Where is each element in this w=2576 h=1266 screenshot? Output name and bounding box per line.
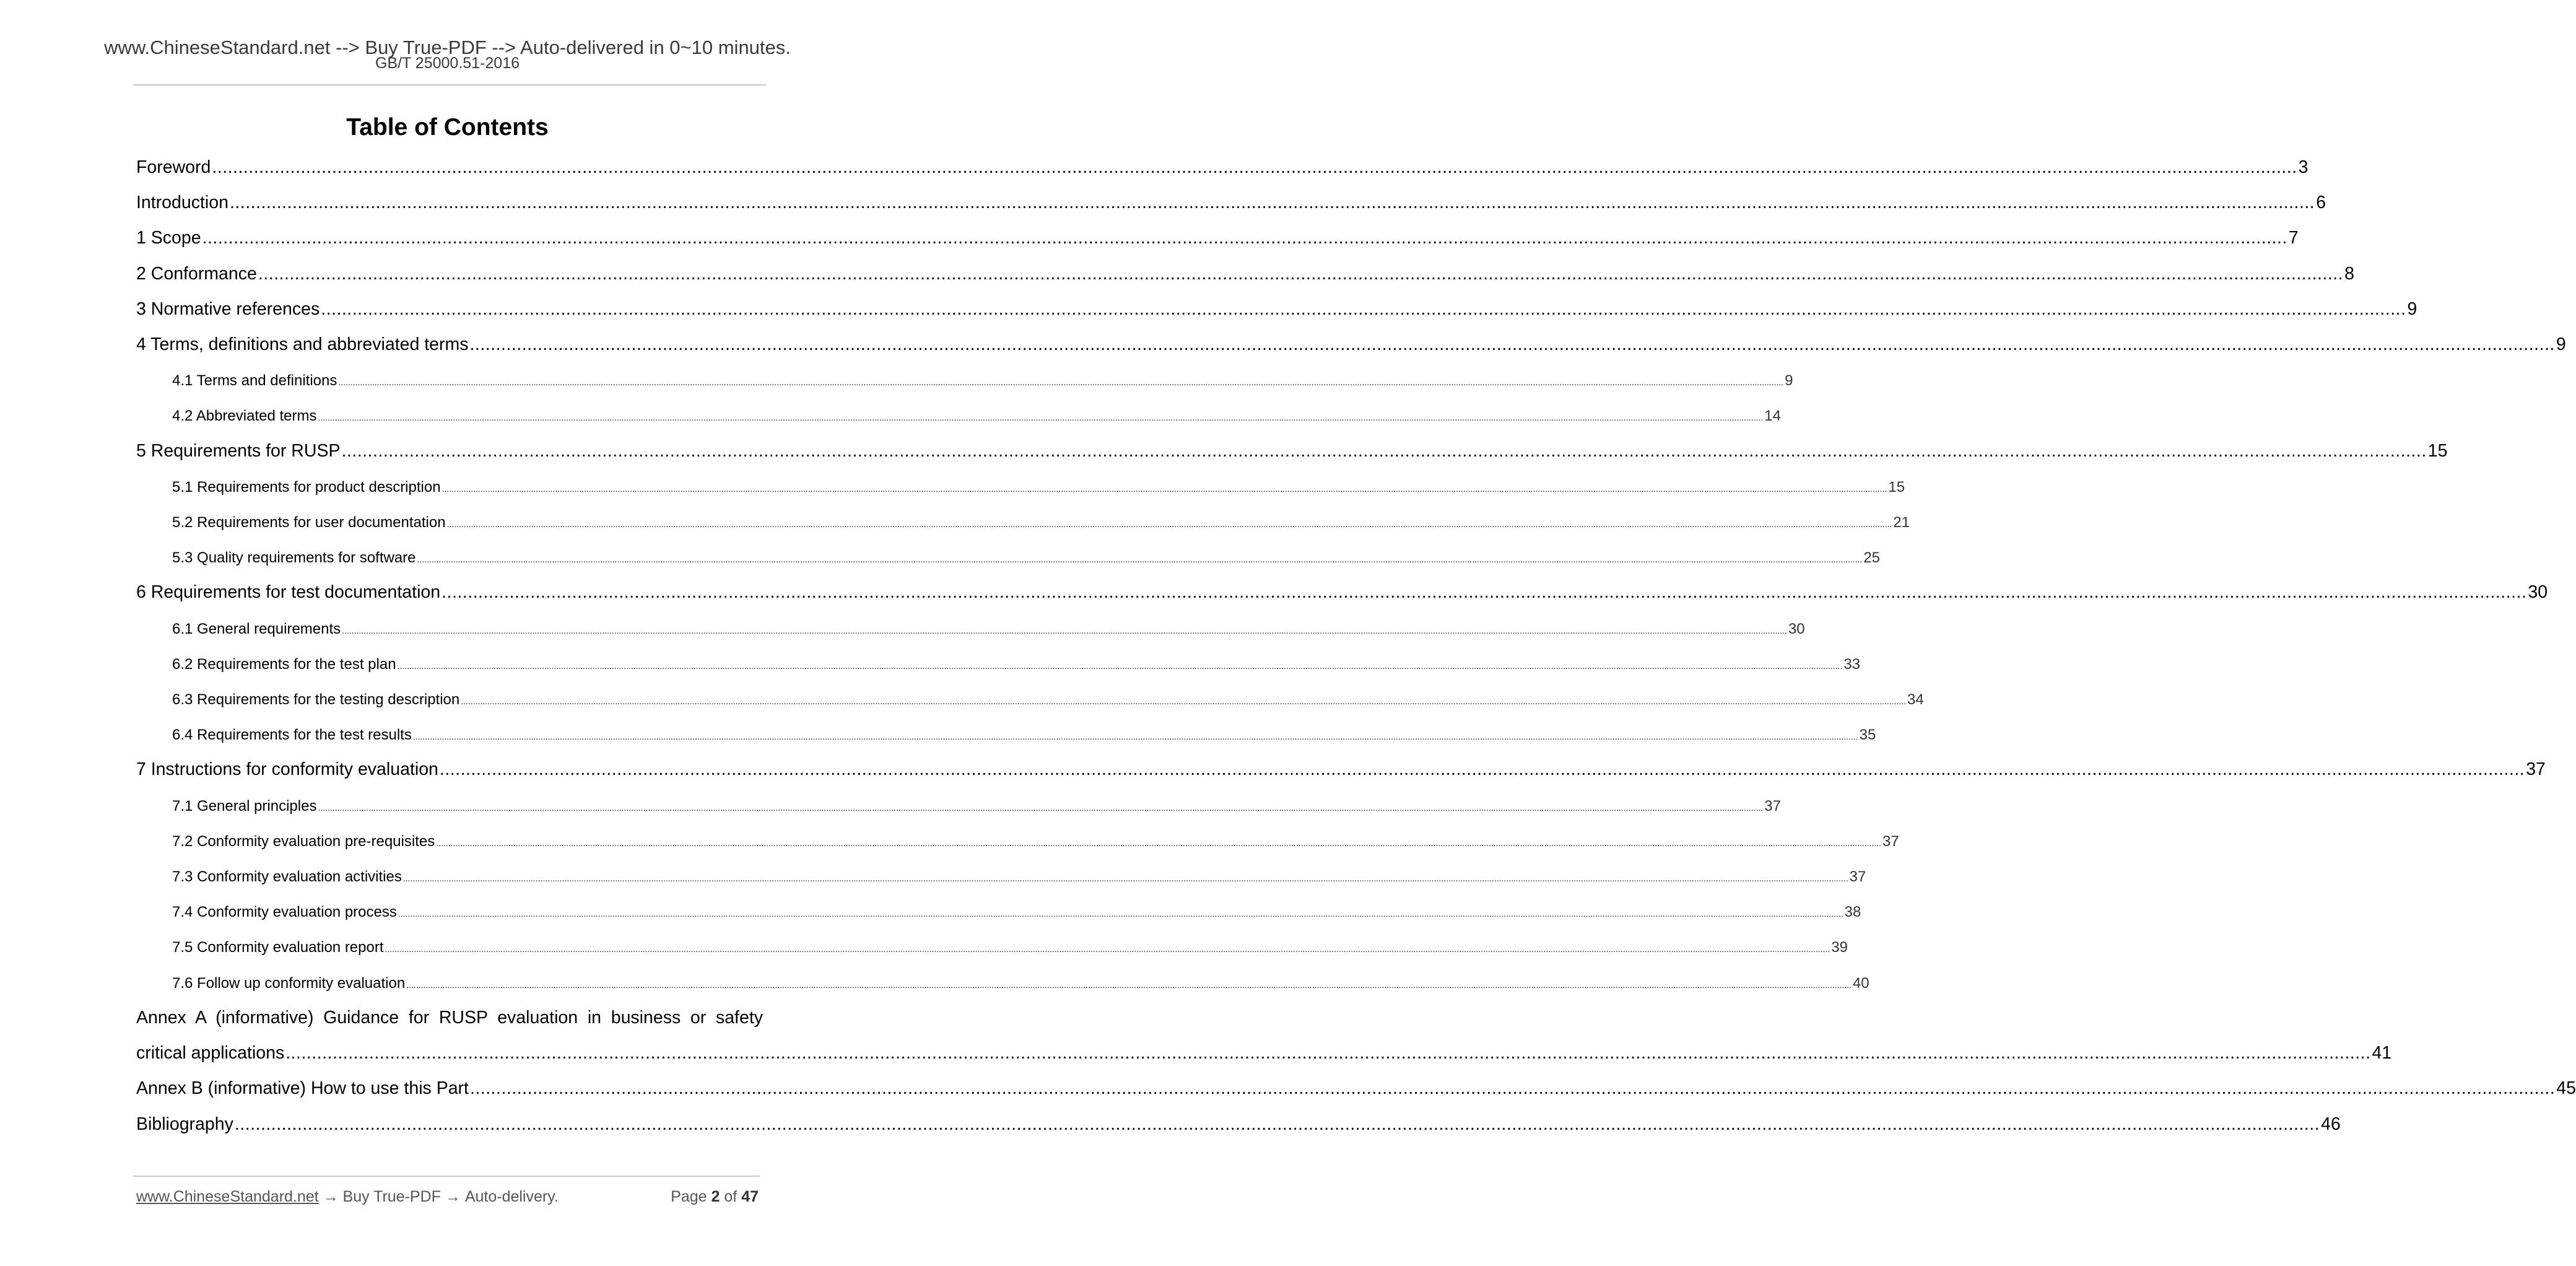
toc-page-number: 37	[1849, 868, 1866, 885]
toc-entry-title: 7.5 Conformity evaluation report	[172, 939, 384, 956]
header-divider	[133, 84, 766, 85]
dot-leader: ........................................................................................................................................................................................................................................................................................................................................................................................................................................................................................................................................................................................................................	[412, 731, 1858, 741]
dot-leader: ................................................................................................................................................................................................................................................................................................................................................................................................................	[258, 264, 2344, 284]
dot-leader: ........................................................................................................................................................................................................................................................................................................................................................................................................................................................................................................................................................................................................................	[461, 696, 1907, 706]
toc-page-number: 37	[1764, 798, 1781, 814]
dot-leader: ........................................................................................................................................................................................................................................................................................................................................................................................................................................................................................................................................................................................................................	[442, 484, 1887, 494]
toc-page-number: 3	[2298, 157, 2308, 177]
footer-delivery-text: Auto-delivery.	[464, 1188, 559, 1205]
toc-page-number: 14	[1764, 408, 1781, 424]
toc-entry[interactable]	[136, 157, 2308, 182]
toc-entry[interactable]	[136, 228, 2299, 253]
footer-divider	[133, 1176, 760, 1177]
toc-subentry[interactable]	[172, 408, 1781, 429]
toc-entry[interactable]	[136, 1078, 2576, 1103]
toc-page-number: 7	[2288, 228, 2299, 248]
toc-entry[interactable]	[136, 582, 2548, 607]
toc-entry-title: 6.1 General requirements	[172, 621, 341, 637]
toc-entry-title: 5 Requirements for RUSP	[136, 441, 341, 461]
arrow-icon: →	[445, 1188, 461, 1205]
toc-entry[interactable]	[136, 264, 2355, 289]
toc-entry-title: 7.6 Follow up conformity evaluation	[172, 975, 406, 992]
toc-entry[interactable]	[136, 441, 2448, 466]
toc-entry-title: 6 Requirements for test documentation	[136, 582, 441, 602]
toc-page-number: 41	[2372, 1043, 2392, 1063]
toc-entry-title: Foreword	[136, 157, 211, 177]
toc-page-number: 15	[1888, 479, 1905, 495]
dot-leader: ................................................................................................................................................................................................................................................................................................................................................................................................................	[285, 1043, 2371, 1063]
toc-subentry[interactable]	[172, 514, 1910, 535]
toc-page-number: 30	[1788, 621, 1805, 637]
toc-entry-title: 4.1 Terms and definitions	[172, 372, 337, 389]
dot-leader: ........................................................................................................................................................................................................................................................................................................................................................................................................................................................................................................................................................................................................................	[398, 909, 1843, 919]
toc-page-number: 21	[1893, 514, 1910, 531]
toc-page-number: 39	[1831, 939, 1848, 956]
toc-page-number: 45	[2556, 1078, 2576, 1098]
toc-page-number: 6	[2316, 193, 2326, 212]
toc-entry-title: critical applications	[136, 1043, 285, 1063]
dot-leader: ........................................................................................................................................................................................................................................................................................................................................................................................................................................................................................................................................................................................................................	[417, 554, 1863, 564]
toc-entry-title: 4.2 Abbreviated terms	[172, 408, 317, 424]
arrow-icon: →	[323, 1188, 339, 1205]
toc-subentry[interactable]	[172, 479, 1905, 500]
toc-subentry[interactable]	[172, 549, 1881, 570]
toc-page-number: 8	[2344, 264, 2355, 284]
toc-page-number: 40	[1853, 975, 1869, 992]
toc-subentry[interactable]	[172, 868, 1866, 889]
toc-entry-title: 6.4 Requirements for the test results	[172, 727, 412, 743]
toc-entry-title: 7.1 General principles	[172, 798, 317, 814]
toc-entry-title: 2 Conformance	[136, 264, 257, 284]
toc-subentry[interactable]	[172, 833, 1899, 854]
dot-leader: ........................................................................................................................................................................................................................................................................................................................................................................................................................................................................................................................................................................................................................	[342, 626, 1787, 635]
toc-page-number: 37	[2526, 759, 2546, 779]
top-banner[interactable]: www.ChineseStandard.net --> Buy True-PDF --> Auto-delivered in 0~10 minutes.	[104, 37, 791, 58]
toc-subentry[interactable]	[172, 798, 1781, 819]
toc-entry-title: 7 Instructions for conformity evaluation	[136, 759, 438, 779]
standard-code: GB/T 25000.51-2016	[375, 55, 520, 72]
footer-buy-text: Buy True-PDF	[342, 1188, 441, 1205]
page-number: Page 2 of 47	[671, 1188, 759, 1205]
toc-page-number: 9	[2407, 299, 2417, 319]
toc-subentry[interactable]	[172, 372, 1793, 393]
page-title: Table of Contents	[346, 114, 549, 141]
toc-entry-title: 5.3 Quality requirements for software	[172, 549, 416, 566]
toc-subentry[interactable]	[172, 939, 1848, 960]
toc-page-number: 15	[2427, 441, 2448, 461]
toc-entry[interactable]	[136, 193, 2326, 217]
toc-page-number: 38	[1844, 904, 1861, 920]
toc-entry-title: 6.3 Requirements for the testing description	[172, 691, 460, 708]
dot-leader: ................................................................................................................................................................................................................................................................................................................................................................................................................	[229, 193, 2315, 212]
toc-subentry[interactable]	[172, 621, 1805, 642]
dot-leader: ........................................................................................................................................................................................................................................................................................................................................................................................................................................................................................................................................................................................................................	[446, 519, 1892, 529]
toc-entry[interactable]	[136, 1114, 2341, 1139]
toc-entry[interactable]	[136, 299, 2417, 324]
dot-leader: ................................................................................................................................................................................................................................................................................................................................................................................................................	[469, 334, 2555, 354]
toc-page-number: 30	[2528, 582, 2548, 602]
toc-entry-title: 5.2 Requirements for user documentation	[172, 514, 446, 531]
toc-subentry[interactable]	[172, 656, 1861, 677]
toc-subentry[interactable]	[172, 975, 1869, 996]
toc-entry-title: Introduction	[136, 193, 228, 212]
toc-page-number: 25	[1863, 549, 1881, 566]
dot-leader: ................................................................................................................................................................................................................................................................................................................................................................................................................	[439, 759, 2525, 779]
toc-page-number: 37	[1882, 833, 1899, 850]
dot-leader: ........................................................................................................................................................................................................................................................................................................................................................................................................................................................................................................................................................................................................................	[318, 413, 1764, 422]
dot-leader: ................................................................................................................................................................................................................................................................................................................................................................................................................	[469, 1078, 2556, 1098]
toc-entry-title: 5.1 Requirements for product description	[172, 479, 441, 495]
toc-entry-title: 1 Scope	[136, 228, 201, 248]
dot-leader: ........................................................................................................................................................................................................................................................................................................................................................................................................................................................................................................................................................................................................................	[385, 944, 1830, 954]
toc-entry-title: 6.2 Requirements for the test plan	[172, 656, 396, 673]
toc-page-number: 34	[1907, 691, 1924, 708]
toc-page-number: 9	[1785, 372, 1793, 389]
dot-leader: ........................................................................................................................................................................................................................................................................................................................................................................................................................................................................................................................................................................................................................	[338, 377, 1784, 387]
toc-entry-title: 7.3 Conformity evaluation activities	[172, 868, 402, 885]
toc-page-number: 33	[1843, 656, 1861, 673]
dot-leader: ................................................................................................................................................................................................................................................................................................................................................................................................................	[442, 582, 2527, 602]
dot-leader: ........................................................................................................................................................................................................................................................................................................................................................................................................................................................................................................................................................................................................................	[436, 838, 1882, 848]
dot-leader: ................................................................................................................................................................................................................................................................................................................................................................................................................	[202, 228, 2287, 248]
dot-leader: ................................................................................................................................................................................................................................................................................................................................................................................................................	[234, 1114, 2320, 1134]
toc-entry-title: 7.2 Conformity evaluation pre-requisites	[172, 833, 435, 850]
toc-entry-title: Annex B (informative) How to use this Part	[136, 1078, 469, 1098]
toc-entry[interactable]	[136, 759, 2546, 784]
toc-page-number: 35	[1859, 727, 1876, 743]
toc-entry-title: Bibliography	[136, 1114, 233, 1134]
page-footer	[136, 1188, 759, 1209]
dot-leader: ........................................................................................................................................................................................................................................................................................................................................................................................................................................................................................................................................................................................................................	[406, 980, 1852, 990]
toc-page-number: 46	[2321, 1114, 2341, 1134]
dot-leader: ........................................................................................................................................................................................................................................................................................................................................................................................................................................................................................................................................................................................................................	[318, 803, 1764, 813]
toc-page-number: 9	[2556, 334, 2566, 354]
toc-entry-title: 7.4 Conformity evaluation process	[172, 904, 397, 920]
footer-site-link[interactable]: www.ChineseStandard.net	[136, 1188, 319, 1205]
dot-leader: ........................................................................................................................................................................................................................................................................................................................................................................................................................................................................................................................................................................................................................	[402, 873, 1848, 883]
toc-entry-title: 3 Normative references	[136, 299, 320, 319]
dot-leader: ................................................................................................................................................................................................................................................................................................................................................................................................................	[212, 157, 2297, 177]
dot-leader: ........................................................................................................................................................................................................................................................................................................................................................................................................................................................................................................................................................................................................................	[397, 661, 1843, 671]
toc-subentry[interactable]	[172, 691, 1924, 712]
dot-leader: ................................................................................................................................................................................................................................................................................................................................................................................................................	[341, 441, 2427, 461]
toc-entry[interactable]	[136, 334, 2566, 359]
dot-leader: ................................................................................................................................................................................................................................................................................................................................................................................................................	[321, 299, 2406, 319]
toc-subentry[interactable]	[172, 727, 1876, 748]
toc-entry-title: 4 Terms, definitions and abbreviated terms	[136, 334, 469, 354]
toc-annex-a-line1[interactable]: Annex A (informative) Guidance for RUSP evaluation in business or safety	[136, 1008, 763, 1028]
toc-subentry[interactable]	[172, 904, 1861, 925]
toc-entry[interactable]	[136, 1043, 2392, 1068]
